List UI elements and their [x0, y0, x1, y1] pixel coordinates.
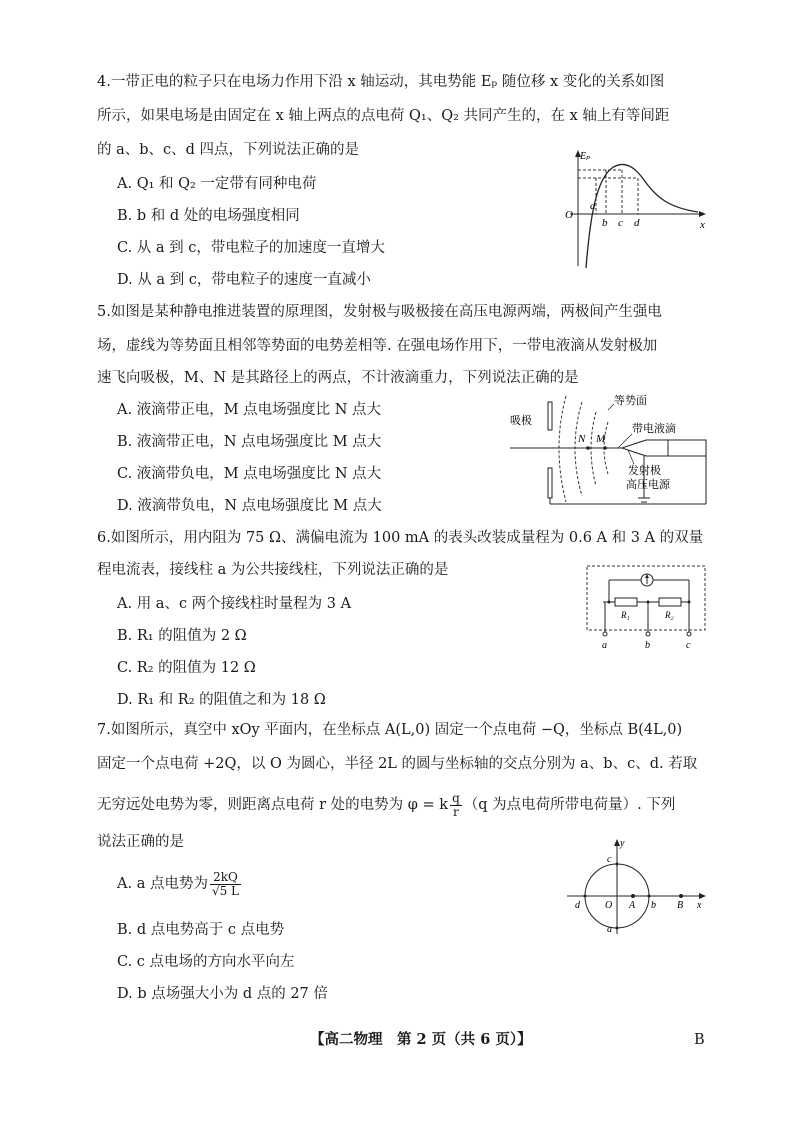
q7-origin: O — [605, 900, 613, 911]
q7-stem-line1: 7.如图所示，真空中 xOy 平面内，在坐标点 A(L,0) 固定一个点电荷 −Q，坐标点 B(4L,0) — [97, 722, 683, 738]
q7-coordinate-diagram — [565, 836, 715, 936]
q5-label-emitter: 发射极 — [628, 465, 661, 477]
q4-option-d: D. 从 a 到 c，带电粒子的速度一直减小 — [117, 272, 371, 288]
q7-potential-fraction — [450, 792, 462, 819]
q4-ylabel: Eₚ — [580, 151, 591, 162]
q7-option-a — [117, 864, 243, 904]
q4-option-b: B. b 和 d 处的电场强度相同 — [117, 208, 300, 224]
q5-option-d: D. 液滴带负电，N 点电场强度比 M 点大 — [117, 498, 382, 514]
q7-option-d: D. b 点场强大小为 d 点的 27 倍 — [117, 986, 328, 1002]
q4-point-c: c — [618, 217, 623, 229]
q4-stem-line1: 4.一带正电的粒子只在电场力作用下沿 x 轴运动，其电势能 Eₚ 随位移 x 变化的关系如图 — [97, 74, 665, 90]
q7-axis-x: x — [697, 900, 702, 911]
q5-electrostatic-thruster-diagram — [510, 390, 715, 510]
q7-point-d: d — [575, 900, 580, 911]
q6-stem-line2: 程电流表，接线柱 a 为公共接线柱，下列说法正确的是 — [97, 562, 449, 578]
q7-fraction-denominator: r — [453, 804, 459, 819]
q4-point-b: b — [602, 217, 608, 229]
q7-point-a-charge: A — [629, 900, 636, 911]
q5-label-equipotential: 等势面 — [614, 395, 647, 407]
q5-option-b: B. 液滴带正电，N 点电场强度比 M 点大 — [117, 434, 382, 450]
q7-option-a-fraction — [210, 871, 241, 898]
q6-option-c: C. R₂ 的阻值为 12 Ω — [117, 660, 256, 676]
q6-terminal-a: a — [602, 640, 607, 651]
q5-point-n: N — [578, 433, 586, 445]
q5-label-power: 高压电源 — [626, 479, 670, 491]
q7-stem-line2: 固定一个点电荷 +2Q，以 O 为圆心，半径 2L 的圆与坐标轴的交点分别为 a、b、c、d. 若取 — [97, 756, 698, 772]
q7-stem-line4: 说法正确的是 — [97, 834, 184, 850]
q6-terminal-c: c — [686, 640, 691, 651]
q4-option-a: A. Q₁ 和 Q₂ 一定带有同种电荷 — [117, 176, 317, 192]
q7-option-c: C. c 点电场的方向水平向左 — [117, 954, 295, 970]
q5-stem-line3: 速飞向吸极，M、N 是其路径上的两点，不计液滴重力，下列说法正确的是 — [97, 370, 579, 386]
q6-label-r2: R₂ — [665, 610, 674, 620]
q6-terminal-b: b — [645, 640, 650, 651]
q4-origin-label: O — [565, 209, 573, 221]
q6-option-a: A. 用 a、c 两个接线柱时量程为 3 A — [117, 596, 352, 612]
q5-option-c: C. 液滴带负电，M 点电场强度比 N 点大 — [117, 466, 382, 482]
paper-version: B — [694, 1032, 705, 1048]
q4-option-c: C. 从 a 到 c，带电粒子的加速度一直增大 — [117, 240, 385, 256]
q7-line3-pre: 无穷远处电势为零，则距离点电荷 r 处的电势为 φ = k — [97, 797, 449, 813]
q4-ep-x-graph — [560, 148, 710, 270]
q7-point-a: a — [607, 924, 612, 935]
q4-point-d: d — [634, 217, 640, 229]
q6-option-b: B. R₁ 的阻值为 2 Ω — [117, 628, 247, 644]
q5-stem-line2: 场，虚线为等势面且相邻等势面的电势差相等. 在强电场作用下，一带电液滴从发射极加 — [97, 338, 658, 354]
q6-option-d: D. R₁ 和 R₂ 的阻值之和为 18 Ω — [117, 692, 326, 708]
q7-option-a-text: A. a 点电势为 — [117, 876, 208, 892]
q5-option-a: A. 液滴带正电，M 点电场强度比 N 点大 — [117, 402, 382, 418]
q4-stem-line3: 的 a、b、c、d 四点，下列说法正确的是 — [97, 142, 360, 158]
q6-ammeter-circuit — [585, 564, 710, 656]
q5-label-absorber: 吸极 — [510, 415, 532, 427]
q7-point-b-charge: B — [677, 900, 684, 911]
q7-option-b: B. d 点电势高于 c 点电势 — [117, 922, 285, 938]
q7-point-c: c — [607, 854, 612, 865]
q5-point-m: M — [596, 433, 606, 445]
q7-stem-line3 — [97, 788, 675, 822]
q7-fraction-numerator: q — [452, 790, 460, 805]
q4-stem-line2: 所示，如果电场是由固定在 x 轴上两点的点电荷 Q₁、Q₂ 共同产生的，在 x 轴上有等间距 — [97, 108, 670, 124]
q4-xlabel: x — [700, 219, 705, 231]
q6-stem-line1: 6.如图所示，用内阻为 75 Ω、满偏电流为 100 mA 的表头改装成量程为 0.6 A 和 3 A 的双量 — [97, 530, 704, 546]
q7-line3-post: （q 为点电荷所带电荷量）. 下列 — [463, 797, 676, 813]
q7-axis-y: y — [620, 838, 625, 849]
q6-label-r1: R₁ — [621, 610, 630, 620]
q7-option-a-numerator: 2kQ — [210, 871, 241, 885]
q5-label-droplet: 带电液滴 — [632, 423, 676, 435]
page-footer: 【高二物理 第 2 页（共 6 页）】 — [310, 1031, 532, 1048]
q7-option-a-denominator: √5 L — [211, 883, 240, 898]
q5-stem-line1: 5.如图是某种静电推进装置的原理图，发射极与吸极接在高压电源两端，两极间产生强电 — [97, 304, 662, 320]
q7-point-b: b — [651, 900, 656, 911]
q4-point-a: a — [590, 200, 596, 212]
